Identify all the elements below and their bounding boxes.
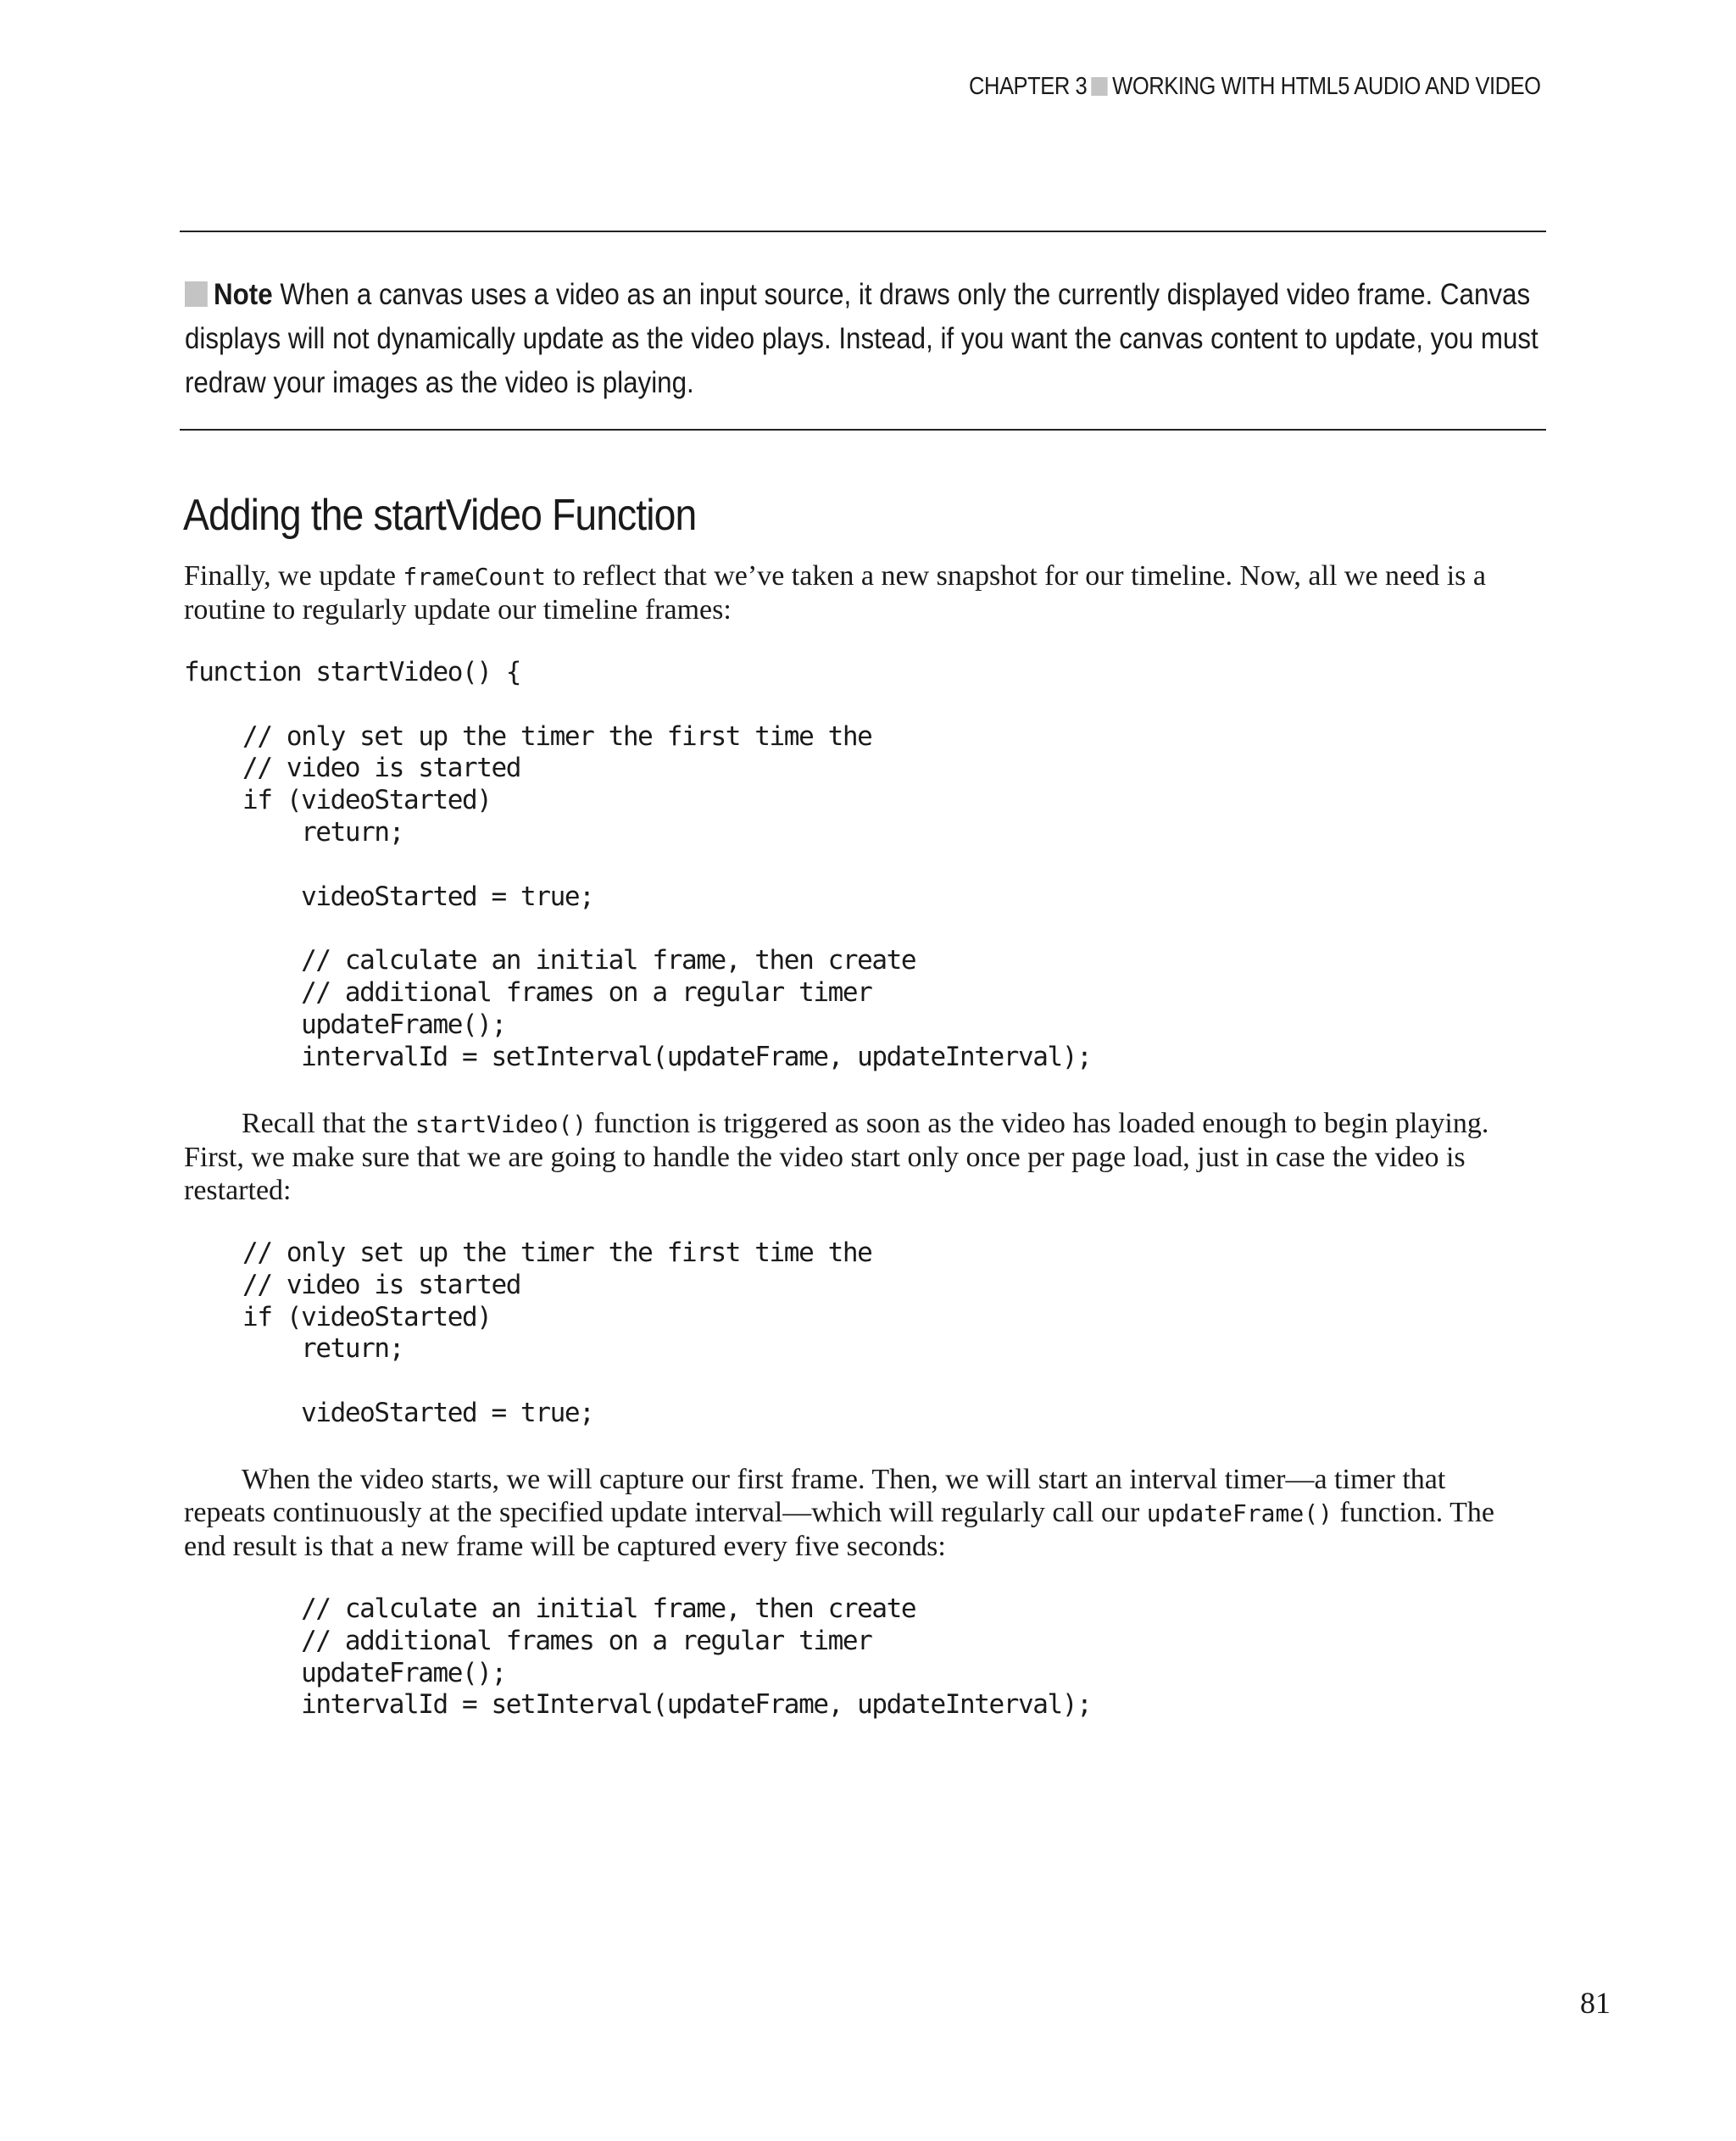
paragraph-text: Recall that the	[242, 1108, 415, 1139]
chapter-title: WORKING WITH HTML5 AUDIO AND VIDEO	[1112, 73, 1541, 100]
code-block-3: // calculate an initial frame, then create // additional frames on a regular timer updateFrame(); intervalId = setInterval(updateFrame, updateInterval);	[301, 1593, 1092, 1721]
page-number: 81	[1580, 1986, 1611, 2020]
section-heading: Adding the startVideo Function	[183, 491, 697, 540]
paragraph-1	[184, 559, 1515, 626]
chapter-label: CHAPTER 3	[969, 73, 1088, 100]
paragraph-text: Finally, we update	[184, 560, 403, 592]
inline-code: frameCount	[403, 563, 546, 591]
paragraph-2	[184, 1107, 1515, 1207]
inline-code: startVideo()	[415, 1110, 587, 1138]
note-text	[185, 273, 1550, 405]
inline-code: updateFrame()	[1146, 1499, 1333, 1527]
paragraph-3	[184, 1463, 1515, 1563]
code-block-2: // only set up the timer the first time the // video is started if (videoStarted) return; videoStarted = true;	[242, 1237, 872, 1428]
note-label: Note	[214, 278, 273, 311]
square-bullet-icon	[1092, 77, 1108, 96]
paragraph-text: to reflect that we’ve taken a new snapshot for our timeline. Now, all we need is a routine to regularly update our timeline frames:	[184, 560, 1487, 626]
paragraph-text: function. The end result is that a new frame will be captured every five seconds:	[184, 1497, 1495, 1562]
paragraph-text: function is triggered as soon as the video has loaded enough to begin playing. First, we make sure that we are going to handle the video start only once per page load, just in case the video is restarted:	[184, 1108, 1489, 1206]
code-block-1: function startVideo() { // only set up the timer the first time the // video is started if (videoStarted) return; videoStarted = true; // calculate an initial frame, then create // additional frames on a regular timer updateFrame(); intervalId = setInterval(updateFrame, updateInterval);	[184, 657, 1092, 1072]
running-header	[969, 73, 1541, 101]
square-bullet-icon	[185, 281, 208, 307]
note-box	[180, 231, 1546, 431]
note-body: When a canvas uses a video as an input source, it draws only the currently displayed video frame. Canvas displays will not dynamically update as the video plays. Instead, if you want the canvas content to update, you must redraw your images as the video is playing.	[185, 278, 1538, 399]
paragraph-text: When the video starts, we will capture our first frame. Then, we will start an interval timer—a timer that repeats continuously at the specified update interval—which will regularly call our	[184, 1464, 1446, 1528]
